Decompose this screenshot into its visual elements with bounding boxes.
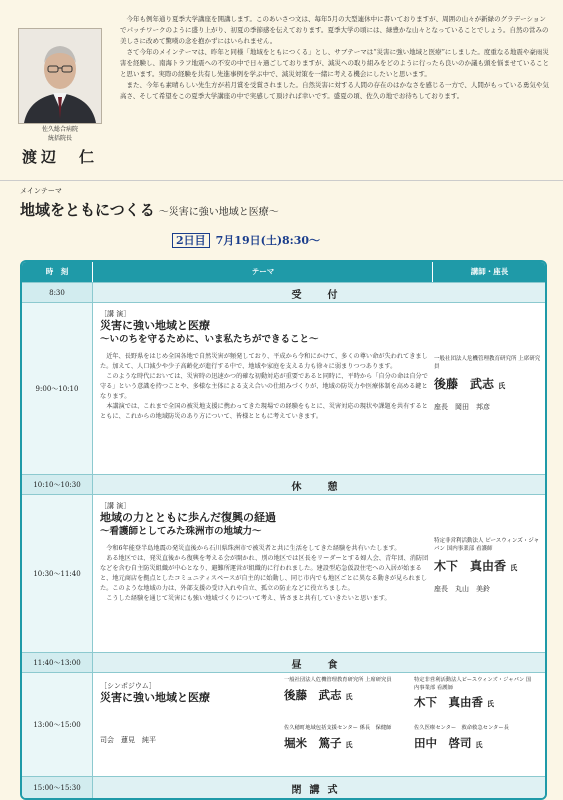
day-date: 7月19日(土)8:30〜 <box>215 234 321 247</box>
affiliation-role: 統括院長 <box>47 135 72 142</box>
honorific: 氏 <box>345 691 353 701</box>
honorific: 氏 <box>510 563 518 572</box>
description-paragraph: こうした経験を通じて災害にも強い地域づくりについて考え、皆さまと共有していきたいと思います。 <box>106 595 391 602</box>
header-speaker: 講師・座長 <box>432 262 546 282</box>
symposium-moderator: 司会 蓮見 純平 <box>100 736 156 744</box>
divider <box>0 180 563 181</box>
honorific: 氏 <box>498 381 506 390</box>
symposium-speaker <box>284 725 404 751</box>
header-time: 時 刻 <box>22 262 92 282</box>
description-paragraph: このような時代においては、災害時の迅速かつ的確な初動対応が重要であると同時に、平時から「自分の命は自分で守る」という意識を持つことや、多様な主体による支え合いの仕組みづくりが、地域の防災力や医療体制を高める鍵となります。 <box>100 373 428 400</box>
speaker-organization: 一般社団法人危機管理教育研究所 上席研究員 <box>284 677 392 683</box>
speaker-name-text: 後藤 武志 <box>284 687 342 702</box>
speaker-name <box>414 735 534 751</box>
speaker-name <box>434 557 544 574</box>
honorific: 氏 <box>345 739 353 749</box>
description-paragraph: 令和6年能登半島地震の発災直後から石川県珠洲市で被災者と共に生活をしてきた経験を共有いたします。 <box>106 545 401 552</box>
main-theme-title-text: 地域をともにつくる <box>20 201 155 219</box>
time-cell: 10:10〜10:30 <box>22 475 93 495</box>
session-description <box>100 352 430 422</box>
session-title: 災害に強い地域と医療 <box>100 319 210 332</box>
lecture-1-content <box>100 309 430 422</box>
session-kind: ［シンポジウム］ <box>100 682 156 690</box>
greeting-paragraph: 今年も例年通り夏季大学講座を開講します。このあいさつ文は、毎年5月の大型連休中に書いておりますが、周囲の山々が新緑のグラデーションでパッチワークのように盛り上がり、初夏の季節感を伝えております。夏季大学の頃には、緑豊かな山々となっていることでしょう。自然の営みの美しさに改めて驚嘆の念を抱かずにはいられません。 <box>120 15 549 45</box>
session-kind: ［講 演］ <box>100 310 131 318</box>
greeting-paragraph: さて今年のメインテーマは、昨年と同様「地域をともにつくる」とし、サブテーマは“災害に強い地域と医療”にしました。度重なる地震や豪雨災害を経験し、南海トラフ地震への不安の中で日々過ごしておりますが、減災への取り組みをどのように行ったら良いのか議も頭を悩ませていることと思います。実際の経験を共有し先進事例を学ぶ中で、減災対策を一緒に考える機会にしたいと思います。 <box>120 48 549 78</box>
lunch-label: 昼 食 <box>291 659 346 671</box>
speaker-name <box>434 375 544 392</box>
day-label: 2日目 <box>172 233 210 248</box>
main-theme-label: メインテーマ <box>20 187 62 195</box>
lecture-2-speaker <box>434 537 544 594</box>
speaker-organization: 特定非営利活動法人ピースウィンズ・ジャパン 国内事業部 看護師 <box>414 677 532 691</box>
greeting-paragraph: また、今年も素晴らしい先生方が若月賞を受賞されました。自然災害に対する人間の存在のはかなさを感じる一方で、人間がもっている勇気や気高さ、そして希望をこの夏季大学講座の中で実感して頂ければ幸いです。盛夏の頃、佐久の地でお待ちしております。 <box>120 81 549 100</box>
row-lecture-2 <box>22 494 545 653</box>
session-subtitle: 〜看護師としてみた珠洲市の地域力〜 <box>100 526 262 537</box>
symposium-speaker <box>414 725 534 751</box>
session-title: 地域の力とともに歩んだ復興の経過 <box>100 511 276 524</box>
day-heading <box>172 232 320 248</box>
session-title: 災害に強い地域と医療 <box>100 691 210 704</box>
honorific: 氏 <box>487 699 495 708</box>
description-paragraph: ある地区では、発災直後から復興を考える会が開かれ、別の地区では区長をリーダーとする婦人会、青年団、消防団などを含む自主防災組織が中心となり、避難所運営が組織的に行われました。建設型応急仮設住宅への入居が始まると、地元商店を拠点としたコミュニティスペースが自主的に始動し、同じ市内でも地区ごとに異なる動きが見られました。このような地域の力は、外部支援の受け入れや自立、孤立の防止などに役立ちました。 <box>100 555 429 592</box>
speaker-name-text: 田中 啓司 <box>414 735 472 750</box>
symposium-speaker <box>284 677 404 703</box>
speaker-affiliation <box>18 125 102 143</box>
speaker-name <box>284 687 404 703</box>
time-cell: 13:00〜15:00 <box>22 673 93 777</box>
session-description <box>100 544 430 604</box>
speaker-name <box>284 735 404 751</box>
speaker-organization: 一般社団法人危機管理教育研究所 上席研究員 <box>434 356 541 370</box>
speaker-name-text: 堀米 篤子 <box>284 735 342 750</box>
row-closing <box>22 776 545 799</box>
reception-label: 受 付 <box>291 289 346 301</box>
chair-name: 座長 丸山 美鈴 <box>434 585 490 593</box>
session-kind: ［講 演］ <box>100 502 131 510</box>
row-break <box>22 474 545 495</box>
chair-name: 座長 岡田 邦彦 <box>434 403 490 411</box>
description-paragraph: 近年、長野県をはじめ全国各地で自然災害が頻発しており、平成から令和にかけて、多くの尊い命が失われてきました。加えて、人口減少や少子高齢化が進行する中で、地域や家庭を支える力も徐々に弱まりつつあります。 <box>100 353 428 370</box>
speaker-name-text: 後藤 武志 <box>434 377 495 391</box>
break-label: 休 憩 <box>291 481 346 493</box>
speaker-organization: 特定非営利活動法人 ピースウィンズ・ジャパン 国内事業部 看護師 <box>434 538 540 552</box>
row-lunch <box>22 652 545 673</box>
speaker-organization: 佐久医療センター 救命救急センター長 <box>414 725 509 731</box>
greeting-text <box>120 14 550 102</box>
main-theme-title <box>20 199 279 220</box>
closing-label: 閉講式 <box>291 784 346 796</box>
time-cell: 15:00〜15:30 <box>22 777 93 799</box>
time-cell: 9:00〜10:10 <box>22 303 93 475</box>
speaker-photo <box>18 28 102 124</box>
lecture-1-speaker <box>434 355 544 412</box>
symposium-content <box>100 681 210 705</box>
main-theme-subtitle: 〜災害に強い地域と医療〜 <box>158 207 279 218</box>
description-paragraph: 本講演では、これまで全国の被災地支援に携わってきた現場での経験をもとに、災害対応の現状や課題を共有するとともに、これからの地域防災のあり方について、皆様とともに考えていきます。 <box>100 403 428 420</box>
time-cell: 11:40〜13:00 <box>22 653 93 673</box>
time-cell: 8:30 <box>22 283 93 303</box>
lecture-2-content <box>100 501 430 604</box>
speaker-name-text: 木下 真由香 <box>414 695 483 709</box>
speaker-name <box>414 694 534 710</box>
speaker-organization: 佐久穂町地域包括支援センター 係長 保健師 <box>284 725 392 731</box>
row-reception <box>22 282 545 303</box>
speaker-name-text: 木下 真由香 <box>434 559 507 573</box>
row-lecture-1 <box>22 302 545 475</box>
header-theme: テーマ <box>92 262 433 282</box>
session-subtitle: 〜いのちを守るために、いま私たちができること〜 <box>100 334 319 345</box>
affiliation-hospital: 佐久総合病院 <box>41 126 78 133</box>
symposium-speaker <box>414 677 534 710</box>
speaker-name: 渡辺 仁 <box>21 148 98 166</box>
row-symposium <box>22 672 545 777</box>
time-cell: 10:30〜11:40 <box>22 495 93 653</box>
honorific: 氏 <box>475 739 483 749</box>
schedule-table <box>20 260 547 800</box>
